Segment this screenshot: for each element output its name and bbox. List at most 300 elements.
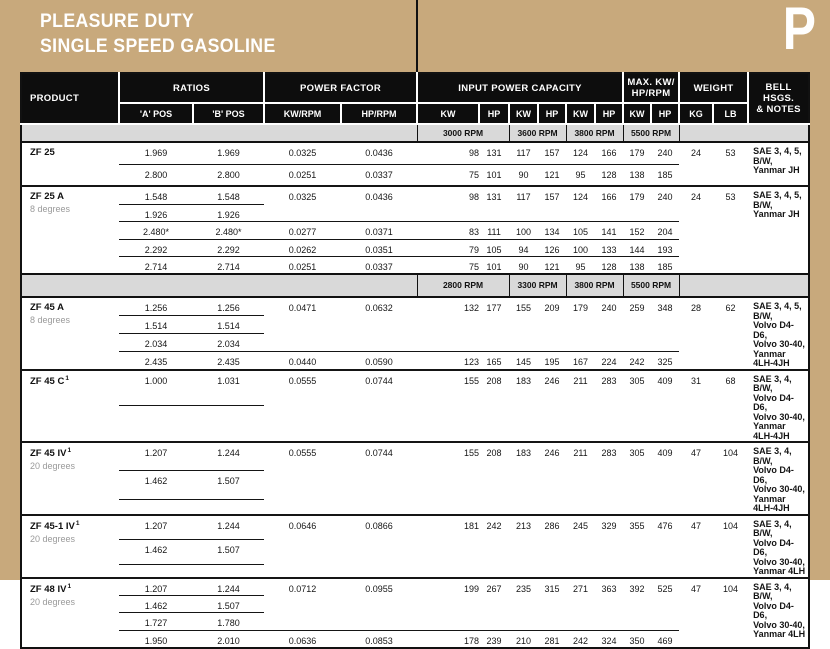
header-row-groups <box>21 73 809 103</box>
ratio-a-cell: 1.548 <box>119 186 193 204</box>
weight-kg-cell: 47 <box>679 515 713 578</box>
power-capacity-cell: 83 <box>417 221 479 239</box>
power-capacity-cell: 133 <box>595 239 623 256</box>
col-header-input-power: INPUT POWER CAPACITY <box>417 73 623 103</box>
product-name-text: ZF 45-1 IV <box>30 520 75 532</box>
max-hp-cell: 193 <box>651 239 679 256</box>
note-line: Volvo 30-40, <box>753 556 805 567</box>
power-capacity-cell: 111 <box>479 221 509 239</box>
max-hp-cell: 240 <box>651 186 679 221</box>
page-title <box>40 9 276 59</box>
power-capacity-cell: 123 <box>417 351 479 369</box>
product-cell <box>21 370 119 443</box>
power-capacity-cell: 155 <box>509 297 538 351</box>
ratio-a-cell <box>119 564 193 577</box>
col-header-bell-housings <box>748 73 809 124</box>
power-capacity-cell: 101 <box>479 256 509 274</box>
rpm-label: 5500 RPM <box>623 124 679 142</box>
product-name <box>30 583 117 595</box>
col-header-lb: LB <box>713 103 748 124</box>
divider-line-top <box>416 0 418 72</box>
max-header-line2: HP/RPM <box>631 88 671 99</box>
power-capacity-cell: 281 <box>538 631 566 648</box>
max-kw-cell: 305 <box>623 370 651 443</box>
product-cell <box>21 442 119 515</box>
ratio-b-cell: 1.969 <box>193 142 264 164</box>
ratio-a-cell: 2.480* <box>119 221 193 239</box>
kw-per-rpm-cell: 0.0262 <box>264 239 341 256</box>
hp-per-rpm-cell: 0.0337 <box>341 256 417 274</box>
power-capacity-cell: 126 <box>538 239 566 256</box>
max-hp-cell: 476 <box>651 515 679 578</box>
product-footnote-marker: 1 <box>67 447 72 454</box>
ratio-a-cell: 2.435 <box>119 351 193 369</box>
ratio-b-cell: 1.926 <box>193 204 264 221</box>
power-capacity-cell: 94 <box>509 239 538 256</box>
spec-table-body <box>21 142 809 648</box>
spec-table <box>20 72 810 649</box>
power-capacity-cell: 117 <box>509 186 538 221</box>
power-capacity-cell: 235 <box>509 578 538 631</box>
ratio-b-cell: 2.292 <box>193 239 264 256</box>
power-capacity-cell: 157 <box>538 186 566 221</box>
ratio-a-cell <box>119 406 193 442</box>
weight-kg-cell: 24 <box>679 186 713 274</box>
product-name-text: ZF 45 IV <box>30 448 67 460</box>
power-capacity-cell: 121 <box>538 256 566 274</box>
note-line: Volvo D4-D6, <box>753 465 794 485</box>
ratio-b-cell: 1.031 <box>193 370 264 406</box>
weight-lb-cell: 104 <box>713 515 748 578</box>
max-hp-cell: 204 <box>651 221 679 239</box>
band-spacer <box>679 274 809 297</box>
weight-kg-cell: 24 <box>679 142 713 186</box>
product-name <box>30 302 117 313</box>
col-header-kw: KW <box>509 103 538 124</box>
ratio-b-cell: 2.800 <box>193 164 264 186</box>
power-capacity-cell: 210 <box>509 631 538 648</box>
power-capacity-cell: 208 <box>479 370 509 443</box>
power-capacity-cell: 105 <box>566 221 595 239</box>
max-kw-cell: 350 <box>623 631 651 648</box>
power-capacity-cell: 179 <box>566 297 595 351</box>
hp-per-rpm-cell: 0.0351 <box>341 239 417 256</box>
power-capacity-cell: 363 <box>595 578 623 631</box>
max-kw-cell: 152 <box>623 221 651 239</box>
max-hp-cell: 409 <box>651 442 679 515</box>
power-capacity-cell: 246 <box>538 442 566 515</box>
ratio-b-cell: 1.780 <box>193 613 264 631</box>
kw-per-rpm-cell: 0.0471 <box>264 297 341 351</box>
page-title-line1: PLEASURE DUTY <box>40 11 195 32</box>
hp-per-rpm-cell: 0.0590 <box>341 351 417 369</box>
ratio-a-cell: 1.462 <box>119 471 193 500</box>
power-capacity-cell: 90 <box>509 164 538 186</box>
power-capacity-cell: 141 <box>595 221 623 239</box>
note-line: SAE 3, 4, 5, B/W, <box>753 146 802 166</box>
weight-kg-cell: 47 <box>679 578 713 648</box>
power-capacity-cell: 134 <box>538 221 566 239</box>
weight-lb-cell: 53 <box>713 142 748 186</box>
power-capacity-cell: 209 <box>538 297 566 351</box>
kw-per-rpm-cell: 0.0277 <box>264 221 341 239</box>
col-header-kg: KG <box>679 103 713 124</box>
max-kw-cell: 305 <box>623 442 651 515</box>
ratio-a-cell <box>119 499 193 514</box>
ratio-a-cell: 1.462 <box>119 539 193 564</box>
product-cell <box>21 186 119 274</box>
weight-kg-cell: 28 <box>679 297 713 370</box>
note-line: Volvo D4-D6, <box>753 392 794 412</box>
spec-row <box>21 578 809 596</box>
kw-per-rpm-cell: 0.0251 <box>264 256 341 274</box>
power-capacity-cell: 329 <box>595 515 623 578</box>
rpm-label: 3800 RPM <box>566 124 623 142</box>
power-capacity-cell: 117 <box>509 142 538 164</box>
max-hp-cell: 240 <box>651 142 679 164</box>
max-kw-cell: 242 <box>623 351 651 369</box>
max-kw-cell: 138 <box>623 256 651 274</box>
col-header-a-pos: 'A' POS <box>119 103 193 124</box>
kw-per-rpm-cell: 0.0712 <box>264 578 341 631</box>
note-line: Volvo D4-D6, <box>753 537 794 557</box>
weight-lb-cell: 62 <box>713 297 748 370</box>
kw-per-rpm-cell: 0.0636 <box>264 631 341 648</box>
hp-per-rpm-cell: 0.0853 <box>341 631 417 648</box>
note-line: SAE 3, 4, B/W, <box>753 518 792 538</box>
note-line: Volvo D4-D6, <box>753 320 794 340</box>
kw-per-rpm-cell: 0.0555 <box>264 370 341 443</box>
right-margin <box>808 0 830 580</box>
product-angle-label: 8 degrees <box>30 315 71 325</box>
rpm-label: 2800 RPM <box>417 274 509 297</box>
hp-per-rpm-cell: 0.0744 <box>341 370 417 443</box>
power-capacity-cell: 95 <box>566 164 595 186</box>
power-capacity-cell: 131 <box>479 142 509 164</box>
ratio-a-cell: 1.727 <box>119 613 193 631</box>
power-capacity-cell: 213 <box>509 515 538 578</box>
power-capacity-cell: 100 <box>509 221 538 239</box>
power-capacity-cell: 183 <box>509 442 538 515</box>
note-line: Volvo 30-40, <box>753 619 805 630</box>
spec-row <box>21 142 809 164</box>
ratio-a-cell: 1.207 <box>119 442 193 471</box>
ratio-a-cell: 2.800 <box>119 164 193 186</box>
note-line: SAE 3, 4, B/W, <box>753 581 792 601</box>
band-spacer <box>679 124 809 142</box>
ratio-b-cell: 1.256 <box>193 297 264 315</box>
ratio-a-cell: 1.207 <box>119 515 193 540</box>
ratio-b-cell: 2.010 <box>193 631 264 648</box>
power-capacity-cell: 267 <box>479 578 509 631</box>
col-header-hp-rpm: HP/RPM <box>341 103 417 124</box>
max-hp-cell: 525 <box>651 578 679 631</box>
kw-per-rpm-cell: 0.0325 <box>264 142 341 164</box>
note-line: SAE 3, 4, 5, B/W, <box>753 190 802 210</box>
rpm-band-row <box>21 124 809 142</box>
hp-per-rpm-cell: 0.0955 <box>341 578 417 631</box>
power-capacity-cell: 79 <box>417 239 479 256</box>
product-angle-label: 8 degrees <box>30 204 71 214</box>
power-capacity-cell: 208 <box>479 442 509 515</box>
ratio-b-cell: 2.034 <box>193 333 264 351</box>
col-header-kw: KW <box>623 103 651 124</box>
weight-lb-cell: 53 <box>713 186 748 274</box>
notes-cell <box>748 442 809 515</box>
power-capacity-cell: 124 <box>566 186 595 221</box>
bell-header-line2: & NOTES <box>756 104 801 115</box>
product-cell <box>21 578 119 648</box>
col-header-hp: HP <box>538 103 566 124</box>
power-capacity-cell: 286 <box>538 515 566 578</box>
max-kw-cell: 179 <box>623 186 651 221</box>
ratio-a-cell: 2.034 <box>119 333 193 351</box>
max-kw-cell: 179 <box>623 142 651 164</box>
spec-row <box>21 186 809 204</box>
rpm-label: 3800 RPM <box>566 274 623 297</box>
note-line: Volvo 30-40, <box>753 411 805 422</box>
ratio-b-cell <box>193 406 264 442</box>
spec-row <box>21 515 809 540</box>
power-capacity-cell: 271 <box>566 578 595 631</box>
col-header-weight: WEIGHT <box>679 73 748 103</box>
ratio-b-cell: 1.507 <box>193 596 264 613</box>
max-header-line1: MAX. KW/ <box>627 77 675 88</box>
power-capacity-cell: 166 <box>595 142 623 164</box>
ratio-a-cell: 2.714 <box>119 256 193 274</box>
product-name-text: ZF 45 A <box>30 302 64 313</box>
power-capacity-cell: 181 <box>417 515 479 578</box>
kw-per-rpm-cell: 0.0251 <box>264 164 341 186</box>
max-kw-cell: 138 <box>623 164 651 186</box>
max-hp-cell: 185 <box>651 164 679 186</box>
product-cell <box>21 142 119 186</box>
notes-cell <box>748 297 809 370</box>
hp-per-rpm-cell: 0.0371 <box>341 221 417 239</box>
ratio-b-cell: 1.514 <box>193 315 264 333</box>
power-capacity-cell: 211 <box>566 442 595 515</box>
note-line: Volvo D4-D6, <box>753 600 794 620</box>
product-footnote-marker: 1 <box>65 374 69 382</box>
ratio-b-cell: 2.435 <box>193 351 264 369</box>
max-kw-cell: 144 <box>623 239 651 256</box>
max-kw-cell: 355 <box>623 515 651 578</box>
power-capacity-cell: 75 <box>417 164 479 186</box>
power-capacity-cell: 211 <box>566 370 595 443</box>
max-hp-cell: 409 <box>651 370 679 443</box>
power-capacity-cell: 245 <box>566 515 595 578</box>
power-capacity-cell: 224 <box>595 351 623 369</box>
note-line: SAE 3, 4, B/W, <box>753 373 792 393</box>
ratio-b-cell: 1.244 <box>193 442 264 471</box>
note-line: Yanmar 4LH <box>753 629 806 639</box>
ratio-b-cell: 2.480* <box>193 221 264 239</box>
note-line: SAE 3, 4, B/W, <box>753 446 792 466</box>
note-line: Yanmar 4LH <box>753 566 806 576</box>
bell-header-line1: BELL HSGS. <box>763 82 795 104</box>
ratio-a-cell: 1.969 <box>119 142 193 164</box>
col-header-kw: KW <box>566 103 595 124</box>
hp-per-rpm-cell: 0.0744 <box>341 442 417 515</box>
col-header-product: PRODUCT <box>21 73 119 124</box>
power-capacity-cell: 183 <box>509 370 538 443</box>
ratio-b-cell: 1.244 <box>193 578 264 596</box>
product-name <box>30 147 117 158</box>
rpm-label: 3000 RPM <box>417 124 509 142</box>
note-line: Yanmar 4LH-4JH <box>753 421 790 441</box>
spec-row <box>21 370 809 406</box>
power-capacity-cell: 98 <box>417 142 479 164</box>
kw-per-rpm-cell: 0.0440 <box>264 351 341 369</box>
power-capacity-cell: 124 <box>566 142 595 164</box>
power-capacity-cell: 145 <box>509 351 538 369</box>
power-capacity-cell: 155 <box>417 370 479 443</box>
ratio-b-cell: 2.714 <box>193 256 264 274</box>
product-cell <box>21 515 119 578</box>
hp-per-rpm-cell: 0.0337 <box>341 164 417 186</box>
max-kw-cell: 259 <box>623 297 651 351</box>
notes-cell <box>748 186 809 274</box>
power-capacity-cell: 132 <box>417 297 479 351</box>
product-name-text: ZF 45 C <box>30 375 65 387</box>
ratio-a-cell: 1.462 <box>119 596 193 613</box>
weight-lb-cell: 68 <box>713 370 748 443</box>
left-margin <box>0 0 20 580</box>
power-capacity-cell: 195 <box>538 351 566 369</box>
section-letter: P <box>782 0 816 62</box>
product-name-text: ZF 25 A <box>30 191 64 202</box>
notes-cell <box>748 515 809 578</box>
product-name <box>30 520 117 532</box>
col-header-b-pos: 'B' POS <box>193 103 264 124</box>
weight-lb-cell: 104 <box>713 442 748 515</box>
header-row-units <box>21 103 809 124</box>
kw-per-rpm-cell: 0.0555 <box>264 442 341 515</box>
product-angle-label: 20 degrees <box>30 533 76 544</box>
spec-table-head <box>21 73 809 142</box>
rpm-label: 3300 RPM <box>509 274 566 297</box>
power-capacity-cell: 165 <box>479 351 509 369</box>
power-capacity-cell: 90 <box>509 256 538 274</box>
note-line: Yanmar 4LH-4JH <box>753 493 790 513</box>
ratio-a-cell: 2.292 <box>119 239 193 256</box>
power-capacity-cell: 283 <box>595 370 623 443</box>
ratio-a-cell: 1.950 <box>119 631 193 648</box>
ratio-b-cell <box>193 564 264 577</box>
col-header-hp: HP <box>651 103 679 124</box>
ratio-b-cell: 1.244 <box>193 515 264 540</box>
notes-cell <box>748 370 809 443</box>
rpm-label: 3600 RPM <box>509 124 566 142</box>
power-capacity-cell: 315 <box>538 578 566 631</box>
rpm-label: 5500 RPM <box>623 274 679 297</box>
max-hp-cell: 469 <box>651 631 679 648</box>
power-capacity-cell: 131 <box>479 186 509 221</box>
power-capacity-cell: 155 <box>417 442 479 515</box>
col-header-kw-rpm: KW/RPM <box>264 103 341 124</box>
band-spacer <box>21 274 417 297</box>
ratio-b-cell: 1.507 <box>193 539 264 564</box>
power-capacity-cell: 324 <box>595 631 623 648</box>
note-line: Yanmar JH <box>753 209 800 219</box>
power-capacity-cell: 242 <box>479 515 509 578</box>
max-kw-cell: 392 <box>623 578 651 631</box>
hp-per-rpm-cell: 0.0866 <box>341 515 417 578</box>
product-cell <box>21 297 119 370</box>
power-capacity-cell: 239 <box>479 631 509 648</box>
ratio-a-cell: 1.514 <box>119 315 193 333</box>
product-footnote-marker: 1 <box>75 519 80 527</box>
hp-per-rpm-cell: 0.0632 <box>341 297 417 351</box>
ratio-b-cell: 1.507 <box>193 471 264 500</box>
power-capacity-cell: 242 <box>566 631 595 648</box>
power-capacity-cell: 100 <box>566 239 595 256</box>
max-hp-cell: 185 <box>651 256 679 274</box>
ratio-a-cell: 1.000 <box>119 370 193 406</box>
ratio-a-cell: 1.207 <box>119 578 193 596</box>
note-line: Yanmar JH <box>753 165 800 175</box>
power-capacity-cell: 167 <box>566 351 595 369</box>
hp-per-rpm-cell: 0.0436 <box>341 186 417 221</box>
power-capacity-cell: 283 <box>595 442 623 515</box>
note-line: Yanmar 4LH-4JH <box>753 348 790 368</box>
kw-per-rpm-cell: 0.0325 <box>264 186 341 221</box>
power-capacity-cell: 178 <box>417 631 479 648</box>
power-capacity-cell: 121 <box>538 164 566 186</box>
power-capacity-cell: 101 <box>479 164 509 186</box>
product-name <box>30 375 117 387</box>
ratio-b-cell: 1.548 <box>193 186 264 204</box>
max-hp-cell: 348 <box>651 297 679 351</box>
power-capacity-cell: 128 <box>595 164 623 186</box>
page-title-line2: SINGLE SPEED GASOLINE <box>40 36 276 57</box>
weight-kg-cell: 31 <box>679 370 713 443</box>
notes-cell <box>748 142 809 186</box>
weight-kg-cell: 47 <box>679 442 713 515</box>
power-capacity-cell: 105 <box>479 239 509 256</box>
ratio-a-cell: 1.926 <box>119 204 193 221</box>
product-name-text: ZF 48 IV <box>30 583 67 595</box>
power-capacity-cell: 98 <box>417 186 479 221</box>
ratio-b-cell <box>193 499 264 514</box>
product-name-text: ZF 25 <box>30 147 55 158</box>
col-header-power-factor: POWER FACTOR <box>264 73 417 103</box>
hp-per-rpm-cell: 0.0436 <box>341 142 417 164</box>
power-capacity-cell: 128 <box>595 256 623 274</box>
power-capacity-cell: 95 <box>566 256 595 274</box>
spec-row <box>21 442 809 471</box>
col-header-hp: HP <box>595 103 623 124</box>
weight-lb-cell: 104 <box>713 578 748 648</box>
product-angle-label: 20 degrees <box>30 461 76 472</box>
product-name <box>30 191 117 202</box>
notes-cell <box>748 578 809 648</box>
kw-per-rpm-cell: 0.0646 <box>264 515 341 578</box>
spec-row <box>21 297 809 315</box>
col-header-kw: KW <box>417 103 479 124</box>
power-capacity-cell: 240 <box>595 297 623 351</box>
note-line: Volvo 30-40, <box>753 339 805 349</box>
col-header-ratios: RATIOS <box>119 73 264 103</box>
power-capacity-cell: 166 <box>595 186 623 221</box>
power-capacity-cell: 177 <box>479 297 509 351</box>
product-footnote-marker: 1 <box>67 582 72 590</box>
power-capacity-cell: 246 <box>538 370 566 443</box>
rpm-band-row <box>21 274 809 297</box>
product-angle-label: 20 degrees <box>30 596 76 607</box>
note-line: SAE 3, 4, 5, B/W, <box>753 301 802 321</box>
col-header-hp: HP <box>479 103 509 124</box>
